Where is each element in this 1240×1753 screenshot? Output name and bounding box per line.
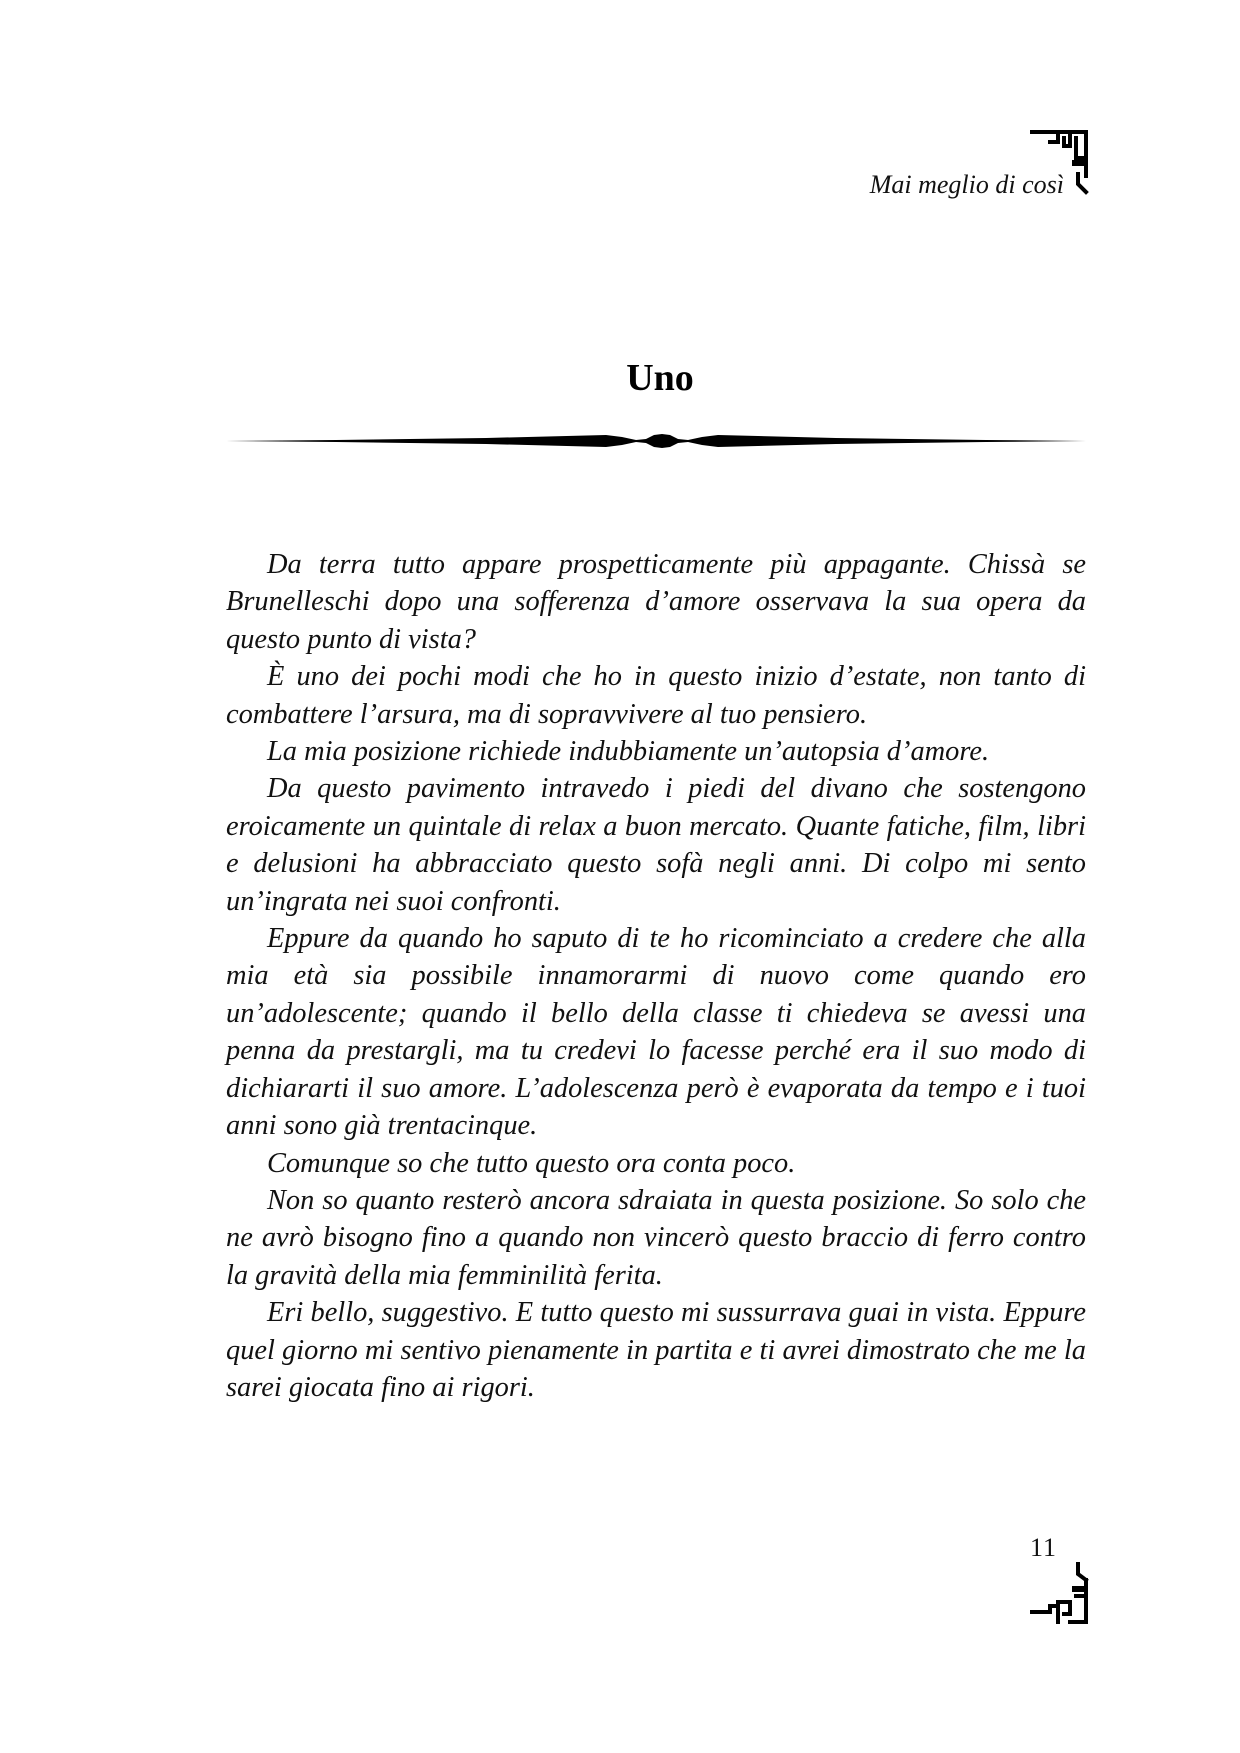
chapter-title: Uno	[626, 357, 694, 399]
running-header-title: Mai meglio di così	[869, 170, 1064, 199]
ornamental-divider	[226, 427, 1086, 455]
paragraph: Non so quanto resterò ancora sdraiata in questa posizione. So solo che ne avrò bisogno fino a quando non vincerò questo braccio di ferro contro la gravità della mia femminilità ferita.	[226, 1184, 1086, 1291]
page-number: 11	[1030, 1533, 1058, 1562]
paragraph: Eri bello, suggestivo. E tutto questo mi sussurrava guai in vista. Eppure quel giorno mi sentivo pienamente in partita e ti avrei dimostrato che me la sarei giocata fino ai rigori.	[226, 1297, 1086, 1403]
paragraph: La mia posizione richiede indubbiamente un’autopsia d’amore.	[267, 736, 990, 768]
paragraph: Da questo pavimento intravedo i piedi del divano che sostengono eroicamente un quintale di relax a buon mercato. Quante fatiche, film, libri e delusioni ha abbracciato questo sofà negli anni. Di colpo mi sento un’ingrata nei suoi confronti.	[226, 773, 1086, 917]
paragraph: È uno dei pochi modi che ho in questo inizio d’estate, non tanto di combattere l’arsura, ma di sopravvivere al tuo pensiero.	[226, 661, 1086, 730]
paragraph: Comunque so che tutto questo ora conta poco.	[267, 1147, 796, 1179]
greek-key-corner-bottom-icon	[1030, 1562, 1090, 1626]
paragraph: Eppure da quando ho saputo di te ho ricominciato a credere che alla mia età sia possibile innamorarmi di nuovo come quando ero un’adolescente; quando il bello della classe ti chiedeva se avessi una penna da prestargli, ma tu credevi lo facesse perché era il suo modo di dichiararti il suo amore. L’adolescenza però è evaporata da tempo e i tuoi anni sono già trentacinque.	[226, 923, 1086, 1142]
chapter-body	[226, 546, 1086, 1406]
paragraph: Da terra tutto appare prospetticamente più appagante. Chissà se Brunelleschi dopo una sofferenza d’amore osservava la sua opera da questo punto di vista?	[226, 549, 1086, 655]
